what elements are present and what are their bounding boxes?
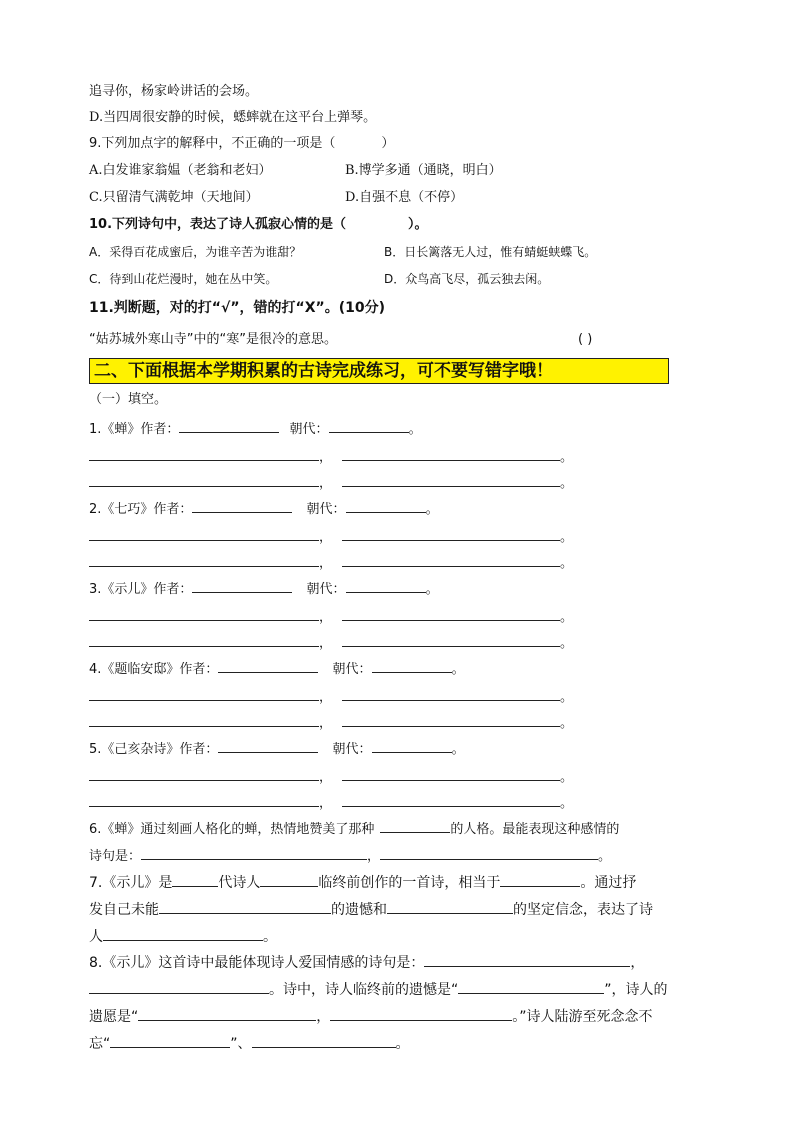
q9-stem: 9.下列加点字的解释中，不正确的一项是（ ） (89, 136, 395, 151)
poem4-header: 4.《题临安邸》作者： 朝代： 。 (89, 659, 465, 679)
section2-subtitle: （一）填空。 (89, 392, 168, 407)
q8-line1: 8.《示儿》这首诗中最能体现诗人爱国情感的诗句是： ， (89, 955, 645, 971)
blank[interactable] (342, 713, 560, 727)
poem5-dynasty-blank[interactable] (372, 739, 452, 753)
q9-option-c: C.只留清气满乾坤（天地间） (89, 190, 259, 205)
q7-line2: 发自己未能 的遗憾和 的坚定信念，表达了诗 (89, 902, 653, 918)
q8-blank-wish1[interactable] (138, 1007, 316, 1021)
blank[interactable] (89, 447, 319, 461)
poem3-author-blank[interactable] (192, 579, 292, 593)
poem5-line1: ， 。 (89, 767, 573, 787)
q6-blank-trait[interactable] (380, 819, 450, 833)
q8-blank-concern2[interactable] (252, 1034, 396, 1048)
poem4-line1: ， 。 (89, 687, 573, 707)
q9-option-d: D.自强不息（不停） (345, 190, 464, 205)
poem2-dynasty-blank[interactable] (346, 499, 426, 513)
blank[interactable] (342, 767, 560, 781)
q7-blank-equivalent[interactable] (500, 873, 580, 887)
q7-blank-belief[interactable] (387, 900, 513, 914)
q8-continuation-line: 追寻你，杨家岭讲话的会场。 (89, 84, 259, 99)
q11-stem: 11.判断题，对的打“√”，错的打“X”。(10分) (89, 300, 386, 316)
blank[interactable] (89, 633, 319, 647)
poem4-dynasty-blank[interactable] (372, 659, 452, 673)
poem1-header: 1.《蝉》作者： 朝代： 。 (89, 419, 422, 439)
q8-option-d: D.当四周很安静的时候，蟋蟀就在这平台上弹琴。 (89, 110, 377, 125)
blank[interactable] (89, 527, 319, 541)
q8-line4: 忘“ ”、 。 (89, 1036, 410, 1052)
poem3-header: 3.《示儿》作者： 朝代： 。 (89, 579, 439, 599)
blank[interactable] (342, 633, 560, 647)
poem1-line2: ， 。 (89, 473, 573, 493)
blank[interactable] (89, 793, 319, 807)
poem1-line1: ， 。 (89, 447, 573, 467)
poem5-header: 5.《己亥杂诗》作者： 朝代： 。 (89, 739, 465, 759)
poem2-author-blank[interactable] (192, 499, 292, 513)
poem3-line1: ， 。 (89, 607, 573, 627)
q8-blank-verse2[interactable] (89, 980, 269, 994)
q9-option-a: A.白发谁家翁媪（老翁和老妇） (89, 163, 272, 178)
q7-blank-poet[interactable] (260, 873, 318, 887)
q7-blank-feeling[interactable] (103, 927, 263, 941)
blank[interactable] (89, 713, 319, 727)
q8-blank-concern1[interactable] (110, 1034, 230, 1048)
blank[interactable] (342, 447, 560, 461)
q7-line1: 7.《示儿》是 代诗人 临终前创作的一首诗，相当于 。通过抒 (89, 875, 637, 891)
poem1-author-blank[interactable] (179, 419, 279, 433)
blank[interactable] (342, 793, 560, 807)
blank[interactable] (342, 687, 560, 701)
q7-blank-regret[interactable] (159, 900, 331, 914)
q11-answer-paren[interactable]: ( ) (578, 332, 593, 347)
poem2-line2: ， 。 (89, 553, 573, 573)
q8-blank-wish2[interactable] (330, 1007, 512, 1021)
poem2-header: 2.《七巧》作者： 朝代： 。 (89, 499, 439, 519)
poem1-dynasty-blank[interactable] (329, 419, 409, 433)
poem5-author-blank[interactable] (218, 739, 318, 753)
q8-blank-regret[interactable] (458, 980, 604, 994)
q8-line2: 。诗中，诗人临终前的遗憾是“ ”，诗人的 (89, 980, 668, 999)
blank[interactable] (342, 473, 560, 487)
blank[interactable] (342, 527, 560, 541)
poem2-line1: ， 。 (89, 527, 573, 547)
q10-option-b: B．日长篱落无人过，惟有蜻蜓蛱蝶飞。 (384, 245, 597, 259)
q6-blank-verse2[interactable] (380, 846, 598, 860)
poem4-author-blank[interactable] (218, 659, 318, 673)
q10-option-d: D．众鸟高飞尽，孤云独去闲。 (384, 272, 550, 286)
blank[interactable] (89, 767, 319, 781)
poem3-dynasty-blank[interactable] (346, 579, 426, 593)
section2-title: 二、下面根据本学期积累的古诗完成练习，可不要写错字哦！ (89, 358, 669, 384)
blank[interactable] (342, 607, 560, 621)
q6-line2: 诗句是： ， 。 (89, 846, 611, 866)
blank[interactable] (89, 687, 319, 701)
poem3-line2: ， 。 (89, 633, 573, 653)
q8-blank-verse1[interactable] (424, 953, 630, 967)
poem5-line2: ， 。 (89, 793, 573, 813)
q7-line3: 人 。 (89, 929, 277, 945)
blank[interactable] (89, 553, 319, 567)
poem4-line2: ， 。 (89, 713, 573, 733)
q8-line3: 遗愿是“ ， 。”诗人陆游至死念念不 (89, 1009, 653, 1025)
q10-stem: 10.下列诗句中，表达了诗人孤寂心情的是（ ）。 (89, 217, 428, 232)
blank[interactable] (89, 473, 319, 487)
blank[interactable] (342, 553, 560, 567)
q6-line1: 6.《蝉》通过刻画人格化的蝉，热情地赞美了那种 的人格。最能表现这种感情的 (89, 819, 619, 839)
q10-option-a: A．采得百花成蜜后，为谁辛苦为谁甜？ (89, 245, 302, 259)
q10-option-c: C．待到山花烂漫时，她在丛中笑。 (89, 272, 278, 286)
q11-item: “姑苏城外寒山寺”中的“寒”是很冷的意思。 (89, 332, 337, 347)
blank[interactable] (89, 607, 319, 621)
q9-option-b: B.博学多通（通晓，明白） (345, 163, 502, 178)
q7-blank-dynasty[interactable] (172, 873, 218, 887)
q6-blank-verse1[interactable] (141, 846, 367, 860)
